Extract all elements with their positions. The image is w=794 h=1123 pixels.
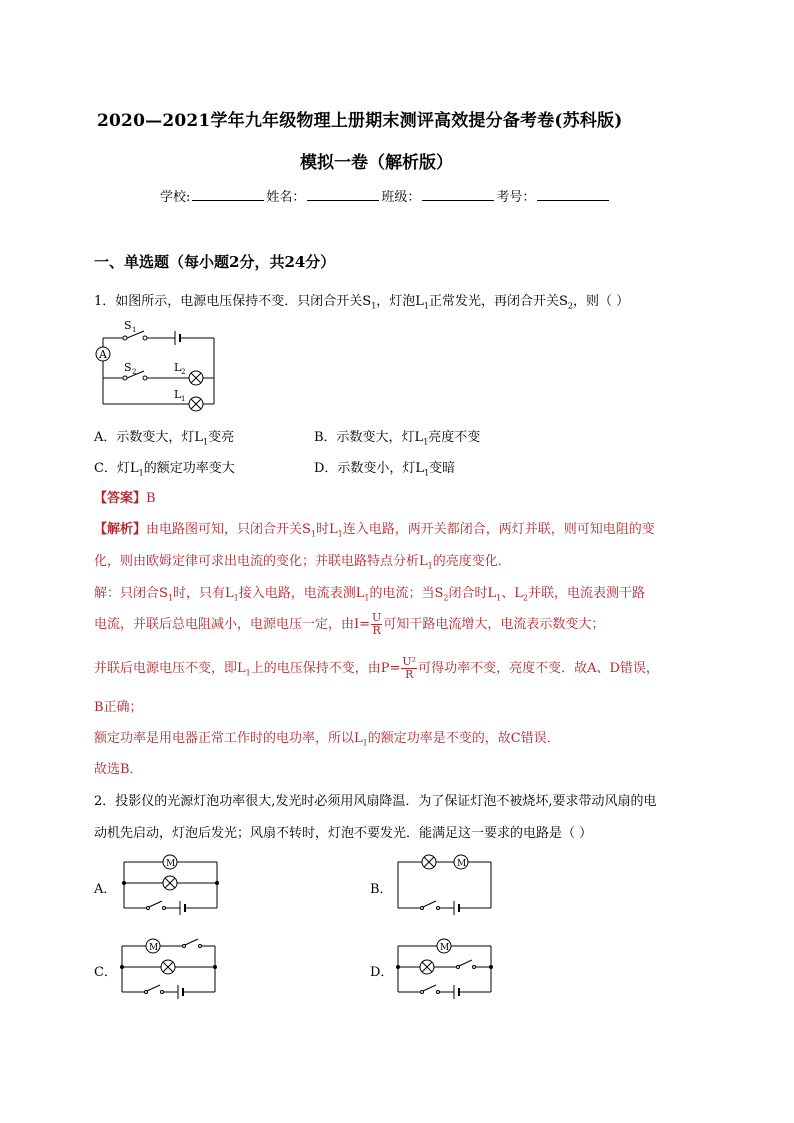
q2-option-d-circuit [392,934,502,1000]
class-label: 班级： [381,190,421,205]
svg-text:1: 1 [181,395,186,403]
fraction-u-over-r: $\frac{U}{R}$ [372,611,382,637]
q1-solution-line4: B正确； [94,700,143,715]
q1-option-b[interactable]: B．示数变大，灯$L_1$亮度不变 [314,430,481,447]
q1-solution-line2: 电流，并联后总电阻减小，电源电压一定，由I= $\frac{U}{R}$ 可知干路电流增大，电流表示数变大； [94,611,605,637]
svg-text:L: L [174,388,182,401]
q2-stem-line2: 动机先启动，灯泡后发光；风扇不转时，灯泡不要发光．能满足这一要求的电路是（ ） [94,826,593,841]
motor-icon: M [440,943,450,953]
number-blank[interactable] [537,188,609,201]
svg-text:2: 2 [132,368,137,376]
motor-icon: M [149,943,159,953]
q1-circuit-diagram [92,316,222,416]
ammeter-label: A [99,348,107,361]
q1-stem: 1．如图所示，电源电压保持不变．只闭合开关$S_1$，灯泡$L_1$正常发光，再闭合开关$S_2$，则（ ） [94,294,630,311]
fraction-u2-over-r: $\frac{\text{U²}}{R}$ [402,655,417,681]
q1-analysis-line2: 化，则由欧姆定律可求出电流的变化；并联电路特点分析$L_1$的亮度变化． [94,554,511,571]
q1-option-d[interactable]: D．示数变小，灯$L_1$变暗 [314,461,456,478]
q2-option-a-label[interactable]: A． [94,882,117,897]
q1-solution-line1: 解：只闭合$S_1$时，只有$L_1$接入电路，电流表测$L_1$的电流；当$S_2$闭合时$L_1$、$L_2$并联，电流表测干路 [94,586,645,603]
q2-stem-line1: 2．投影仪的光源灯泡功率很大,发光时必须用风扇降温．为了保证灯泡不被烧坏,要求带动风扇的电 [94,794,657,809]
svg-text:S: S [124,319,132,332]
q2-option-c-label[interactable]: C． [94,965,117,980]
q2-option-b-label[interactable]: B． [370,882,393,897]
q2-option-c-circuit [116,934,226,1000]
motor-icon: M [166,859,176,869]
svg-text:1: 1 [132,326,137,334]
section-heading: 一、单选题（每小题2分，共24分） [94,253,336,271]
q1-solution-line5: 额定功率是用电器正常工作时的电功率，所以$L_1$的额定功率是不变的，故C错误． [94,731,560,748]
name-blank[interactable] [307,188,379,201]
q1-solution-line6: 故选B． [94,762,143,777]
class-blank[interactable] [422,188,494,201]
q2-option-b-circuit [392,850,502,916]
svg-text:L: L [174,361,182,374]
q1-option-c[interactable]: C．灯$L_1$的额定功率变大 [94,461,235,478]
q2-option-a-circuit [118,850,228,916]
number-label: 考号： [496,190,536,205]
q1-analysis-line1: 【解析】由电路图可知，只闭合开关$S_1$时$L_1$连入电路，两开关都闭合，两灯并联，则可知电阻的变 [94,522,655,539]
name-label: 姓名： [266,190,306,205]
q1-solution-line3: 并联后电源电压不变，即$L_1$上的电压保持不变，由P= $\frac{\text{U²}}{R}$ 可得功率不变，亮度不变．故A、D错误， [94,655,659,681]
q2-option-d-label[interactable]: D． [370,965,394,980]
q1-answer: 【答案】B [94,491,156,506]
svg-text:2: 2 [181,368,186,376]
motor-icon: M [457,859,467,869]
info-fields [160,186,611,205]
school-label: 学校: [160,190,191,205]
svg-text:S: S [124,361,132,374]
q1-option-a[interactable]: A．示数变大，灯$L_1$变亮 [94,430,235,447]
exam-subtitle: 模拟一卷（解析版） [300,153,453,173]
school-blank[interactable] [192,188,264,201]
exam-title: 2020—2021学年九年级物理上册期末测评高效提分备考卷(苏科版) [97,111,623,131]
